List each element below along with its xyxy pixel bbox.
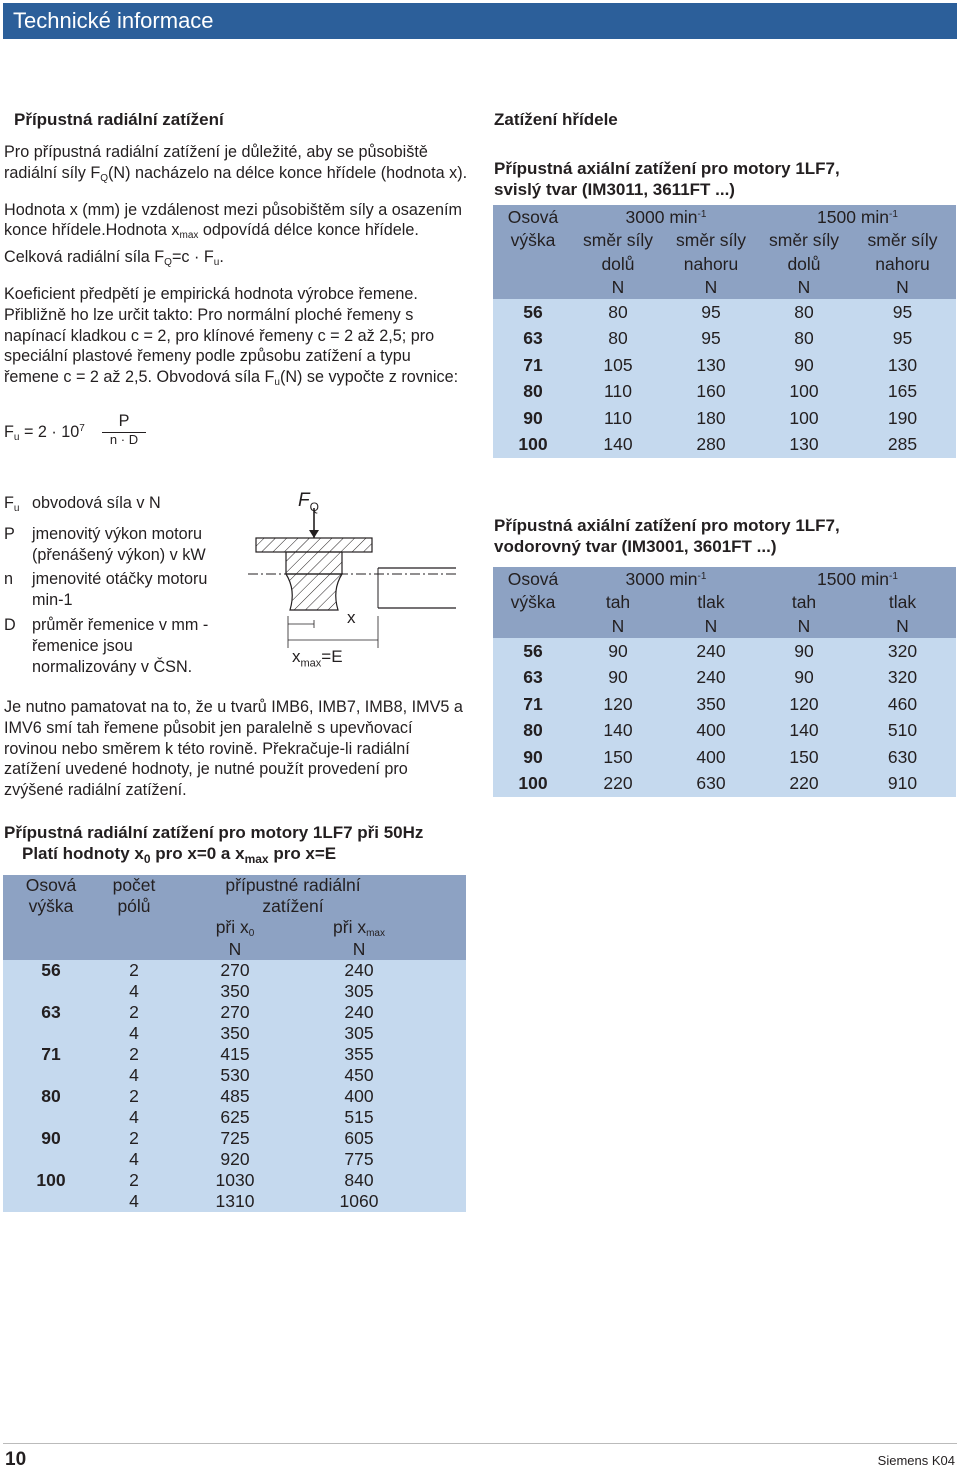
radial-load-table: Osová počet přípustné radiální výška pólů zatížení při $x_0$ při $x_{max}$ N N 56 2 270 240 4 350 305 63 2 270 240 4 350 305 71 2 415 355 4 530 450 80 2 485 400 4 625 515 90 2 725 605 4 920 775 100 2 1030 840 4 1310 1060 [3,875,466,1212]
legend-row: n jmenovité otáčky motoru min-1 [4,570,208,610]
formula-legend [4,493,236,677]
table-cell: 140 [789,720,819,741]
table-row [3,1002,466,1023]
table-cell: 120 [603,693,633,714]
table-cell: 90 [794,640,814,661]
radial-load-heading: Přípustná radiální zatížení [14,110,224,129]
table-cell: 485 [220,1086,250,1106]
table-cell: 95 [892,301,913,322]
table-cell [3,1107,99,1128]
table-cell: 400 [696,720,726,741]
table-cell: 1310 [215,1191,255,1211]
table-cell: 110 [604,381,632,402]
table-cell [417,981,466,1002]
vertical-table-subtitle: svislý tvar (IM3011, 3611FT ...) [494,180,735,199]
table-row [3,1065,466,1086]
table-cell: 4 [129,1107,139,1127]
table-cell: 2 [129,960,139,980]
table-cell: 240 [344,960,374,980]
table-cell: 80 [608,328,628,349]
vertical-table-title: Přípustná axiální zatížení pro motory 1LF7, [494,159,840,178]
table-row [3,1044,466,1065]
table-cell: 510 [887,720,918,741]
footer-brand: Siemens K04 [877,1453,955,1468]
table-cell: 4 [129,1023,139,1043]
table-row [493,665,956,692]
table-cell: 285 [887,434,918,455]
table-cell: 90 [608,667,628,688]
table-row [493,771,956,798]
table-row [493,405,956,432]
legend-row: P jmenovitý výkon motoru (přenášený výkon) v kW [4,524,206,564]
table-cell [3,1023,99,1044]
table-cell: 130 [696,354,726,375]
table-row [493,638,956,665]
fq-label: $F_Q$ [298,490,319,514]
table-cell: 450 [344,1065,374,1085]
intro-text [4,142,470,394]
table-cell: 270 [220,1002,250,1022]
table-cell: 920 [220,1149,250,1169]
paragraph-4: Přibližně ho lze určit takto: Pro normální ploché řemeny s napínací kladkou c = 2, pro klínové řemeny c = 2 až 2,5; pro speciální plastové řemeny podle způsobu zatížení a typu řemene c = 2 až 2,5. Obvodová síla $F_u(N)$ se vypočte z rovnice: [4,305,459,389]
table-cell: 105 [603,354,633,375]
table-cell: 2 [129,1128,139,1148]
paragraph-1: Pro přípustná radiální zatížení je důležité, aby se působiště radiální síly $F_Q(N)$ nacházelo na délce konce hřídele (hodnota x). [4,143,468,184]
table-row [3,1128,466,1149]
table-cell [417,1149,466,1170]
table-cell: 150 [603,746,633,767]
table-cell: 2 [129,1170,139,1190]
table-cell: 120 [789,693,819,714]
table-row [3,1107,466,1128]
table-cell: 71 [523,354,543,375]
table-cell: 320 [887,667,918,688]
table-cell: 2 [129,1002,139,1022]
radial-table-title: Přípustná radiální zatížení pro motory 1LF7 při 50Hz [4,823,424,842]
table-cell: 90 [523,407,543,428]
table-cell: 71 [523,693,543,714]
table-cell: 90 [794,354,814,375]
table-cell: 530 [220,1065,250,1085]
shaft-load-heading: Zatížení hřídele [494,110,618,129]
radial-table-subtitle: Platí hodnoty $x_0$ pro x=0 a $x_{max}$ pro x=E [22,844,337,866]
table-cell: 840 [344,1170,374,1190]
table-cell: 180 [696,407,726,428]
table-cell: 160 [696,381,726,402]
table-cell: 1030 [215,1170,255,1190]
table-cell: 130 [789,434,819,455]
table-cell: 460 [887,693,918,714]
table-cell [417,1191,466,1212]
table-cell [417,1023,466,1044]
table-cell: 100 [518,773,548,794]
table-row [493,432,956,459]
table-cell: 400 [344,1086,374,1106]
table-row [3,981,466,1002]
paragraph-3: Koeficient předpětí je empirická hodnota výrobce řemene. [4,284,418,303]
page-number: 10 [5,1449,27,1470]
table-row [3,1191,466,1212]
table-cell: 240 [344,1002,374,1022]
vertical-axial-table: Osová 3000 $\min^{-1}$ 1500 $\min^{-1}$ výška směr síly směr síly směr síly směr síly dolů nahoru dolů nahoru N N N N 56 80 95 80 95 63 80 95 80 95 71 105 130 90 130 80 110 160 100 165 90 110 180 100 190 100 140 280 130 285 [493,205,956,458]
table-row [493,299,956,326]
table-row [493,379,956,406]
table-cell: 56 [41,960,61,980]
table-cell: 1060 [339,1191,379,1211]
table-cell: 165 [887,381,918,402]
table-cell: 63 [41,1002,61,1022]
table-cell: 150 [789,746,819,767]
table-cell: 240 [696,667,726,688]
table-cell: 220 [603,773,633,794]
table-cell: 4 [129,981,139,1001]
table-cell [417,1065,466,1086]
table-cell: 320 [887,640,918,661]
table-cell: 140 [603,720,633,741]
xmax-label: $x_{max}=E$ [292,647,343,670]
footer-divider [3,1443,957,1444]
table-cell: 350 [220,1023,250,1043]
table-cell: 130 [887,354,918,375]
table-cell: 910 [887,773,918,794]
table-cell: 415 [220,1044,250,1064]
table-cell [417,1107,466,1128]
table-cell: 100 [789,381,819,402]
table-cell: 100 [789,407,819,428]
table-cell [417,1044,466,1065]
paragraph-2: Hodnota x (mm) je vzdálenost mezi působištěm síly a osazením konce hřídele.Hodnota $x_{max}$ odpovídá délce konce hřídele. Celková radiální síla $F_Q=c \cdot F_u$. [4,200,462,269]
table-cell [3,1149,99,1170]
table-cell: 270 [220,960,250,980]
table-cell: 2 [129,1044,139,1064]
table-row [493,352,956,379]
table-cell [417,1128,466,1149]
table-cell: 4 [129,1065,139,1085]
table-cell: 80 [523,720,543,741]
table-cell: 350 [696,693,726,714]
table-cell: 63 [523,328,543,349]
horizontal-axial-table: Osová 3000 $\min^{-1}$ 1500 $\min^{-1}$ výška tah tlak tah tlak N N N N 56 90 240 90 320 63 90 240 90 320 71 120 350 120 460 80 140 400 140 510 90 150 400 150 630 100 220 630 220 910 [493,567,956,797]
table-cell: 515 [344,1107,374,1127]
table-cell: 80 [794,328,814,349]
table-cell: 63 [523,667,543,688]
table-cell: 220 [789,773,819,794]
table-row [493,744,956,771]
table-cell: 100 [36,1170,66,1190]
table-cell [417,1170,466,1191]
table-cell: 190 [887,407,918,428]
table-row [493,691,956,718]
table-cell: 80 [523,381,543,402]
table-cell: 71 [41,1044,61,1064]
table-cell: 80 [794,301,814,322]
table-cell [417,1086,466,1107]
table-cell: 355 [344,1044,374,1064]
table-cell [417,1002,466,1023]
table-row [3,1170,466,1191]
table-cell: 80 [41,1086,61,1106]
x-label: x [347,608,356,627]
table-row [493,718,956,745]
table-cell: 725 [220,1128,250,1148]
legend-row: $F_u$ obvodová síla v N [4,494,161,514]
table-cell: 90 [794,667,814,688]
table-cell [3,1191,99,1212]
table-cell: 240 [696,640,726,661]
table-cell: 630 [696,773,726,794]
table-cell: 2 [129,1086,139,1106]
table-cell: 90 [523,746,543,767]
table-row [493,326,956,353]
table-cell: 95 [892,328,913,349]
table-cell [3,981,99,1002]
table-cell: 90 [608,640,628,661]
table-cell: 80 [608,301,628,322]
table-row [3,1086,466,1107]
table-cell: 625 [220,1107,250,1127]
table-cell: 630 [887,746,918,767]
belt-direction-note: Je nutno pamatovat na to, že u tvarů IMB6, IMB7, IMB8, IMV5 a IMV6 smí tah řemene působit jen paralelně s upevňovací rovinou nebo směrem k této rovině. Překračuje-li radiální zatížení uvedené hodnoty, je nutné použít provedení pro zvýšené radiální zatížení. [4,698,463,800]
table-row [3,1149,466,1170]
horizontal-table-title: Přípustná axiální zatížení pro motory 1LF7, [494,516,840,535]
table-cell: 350 [220,981,250,1001]
table-cell: 400 [696,746,726,767]
table-cell: 4 [129,1191,139,1211]
table-row [3,960,466,981]
table-cell: 110 [604,407,632,428]
table-cell: 305 [344,981,374,1001]
shaft-diagram [248,486,464,672]
table-cell [417,960,466,981]
table-cell: 140 [603,434,633,455]
table-cell [3,1065,99,1086]
table-row [3,1023,466,1044]
table-cell: 90 [41,1128,61,1148]
table-cell: 95 [701,301,721,322]
horizontal-table-subtitle: vodorovný tvar (IM3001, 3601FT ...) [494,537,777,556]
table-cell: 56 [523,301,543,322]
table-cell: 95 [701,328,721,349]
table-cell: 775 [344,1149,374,1169]
table-cell: 305 [344,1023,374,1043]
table-cell: 280 [696,434,726,455]
table-cell: 100 [518,434,548,455]
table-cell: 605 [344,1128,374,1148]
page-header-title: Technické informace [13,8,214,33]
table-cell: 56 [523,640,543,661]
table-cell: 4 [129,1149,139,1169]
legend-row: D průměr řemenice v mm - řemenice jsou normalizovány v ČSN. [4,615,209,676]
